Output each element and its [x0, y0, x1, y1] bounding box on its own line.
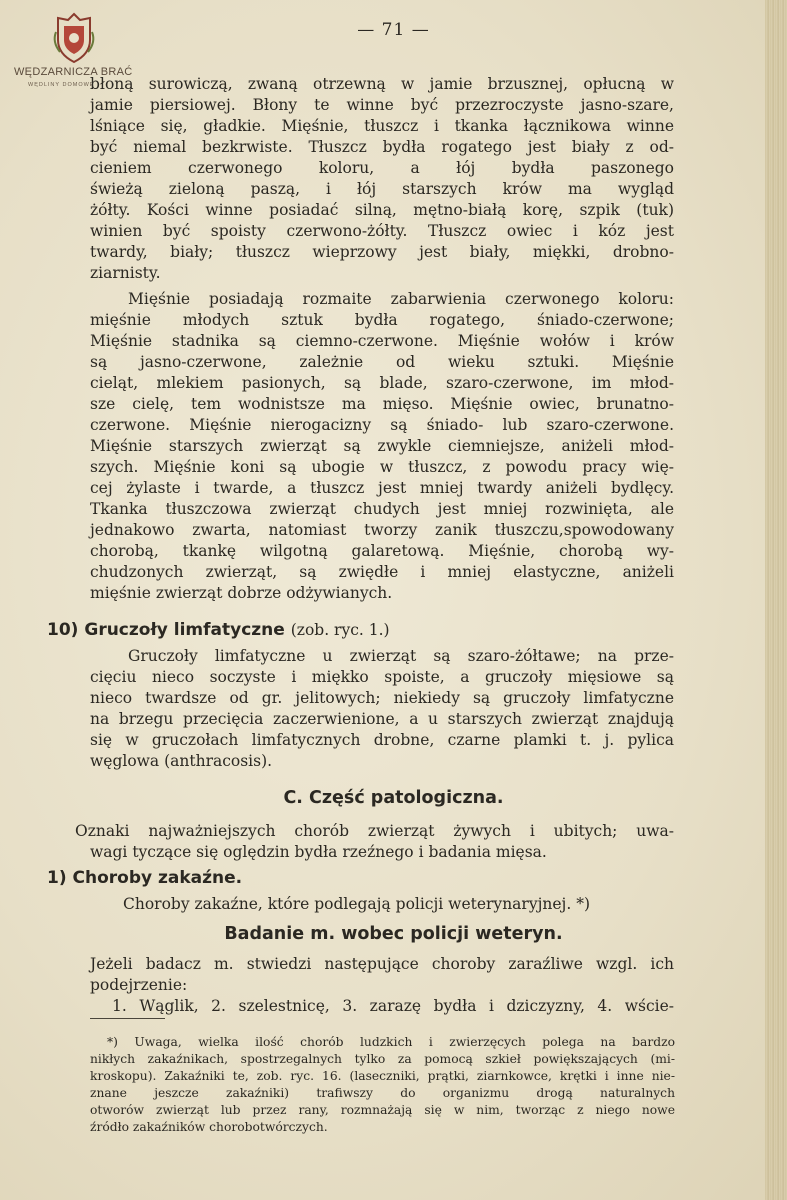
body-line: cej żylaste i twarde, a tłuszcz jest mniej twardy aniżeli bydlęcy.	[90, 479, 674, 497]
footnote-line: *) Uwaga, wielka ilość chorób ludzkich i zwierzęcych polega na bardzo	[107, 1035, 675, 1049]
body-line: Mięśnie starszych zwierząt są zwykle ciemniejsze, aniżeli młod-	[90, 437, 674, 455]
body-line: winien być spoisty czerwono-żółty. Tłuszcz owiec i kóz jest	[90, 222, 674, 240]
section-ref: (zob. ryc. 1.)	[290, 621, 390, 639]
body-line: na brzegu przecięcia zaczerwienione, a u starszych zwierząt znajdują	[90, 710, 674, 728]
body-line: Mięśnie stadnika są ciemno-czerwone. Mięśnie wołów i krów	[90, 332, 674, 350]
page-edge	[765, 0, 787, 1200]
body-line: chudzonych zwierząt, są zwiędłe i mniej elastyczne, aniżeli	[90, 563, 674, 581]
body-line: są jasno-czerwone, zależnie od wieku sztuki. Mięśnie	[90, 353, 674, 371]
body-line: świeżą zieloną paszą, i łój starszych krów ma wygląd	[90, 180, 674, 198]
body-line: cieniem czerwonego koloru, a łój bydła paszonego	[90, 159, 674, 177]
body-line: cieląt, mlekiem pasionych, są blade, szaro-czerwone, im młod-	[90, 374, 674, 392]
body-line: błoną surowiczą, zwaną otrzewną w jamie brzusznej, opłucną w	[90, 75, 674, 93]
body-line: szych. Mięśnie koni są ubogie w tłuszcz, z powodu pracy wię-	[90, 458, 674, 476]
body-line: Jeżeli badacz m. stwiedzi następujące choroby zaraźliwe wzgl. ich	[90, 955, 674, 973]
watermark-brand-sub: WĘDLINY DOMOWE	[28, 82, 95, 88]
body-line: 1. Wąglik, 2. szelestnicę, 3. zarazę bydła i dziczyzny, 4. wście-	[112, 997, 674, 1015]
body-line: ziarnisty.	[90, 264, 161, 282]
page-number: — 71 —	[357, 20, 430, 40]
section-c-heading: C. Część patologiczna.	[283, 788, 504, 808]
body-line: cięciu nieco soczyste i miękko spoiste, a gruczoły mięsiowe są	[90, 668, 674, 686]
body-line: twardy, biały; tłuszcz wieprzowy jest biały, miękki, drobno-	[90, 243, 674, 261]
footnote-line: znane jeszcze zakaźniki) trafiwszy do organizmu drogą naturalnych	[90, 1086, 675, 1100]
body-line: Choroby zakaźne, które podlegają policji weterynaryjnej. *)	[123, 895, 590, 913]
body-line: jednakowo zwarta, natomiast tworzy zanik tłuszczu,spowodowany	[90, 521, 674, 539]
section-heading	[47, 620, 390, 640]
body-line: żółty. Kości winne posiadać silną, mętno-białą korę, szpik (tuk)	[90, 201, 674, 219]
body-line: Gruczoły limfatyczne u zwierząt są szaro-żółtawe; na prze-	[128, 647, 674, 665]
body-line: być niemal bezkrwiste. Tłuszcz bydła rogatego jest biały z od-	[90, 138, 674, 156]
body-line: mięśnie młodych sztuk bydła rogatego, śniado-czerwone;	[90, 311, 674, 329]
body-line: Mięśnie posiadają rozmaite zabarwienia czerwonego koloru:	[128, 290, 674, 308]
body-line: Oznaki najważniejszych chorób zwierząt żywych i ubitych; uwa-	[75, 822, 674, 840]
body-line: nieco twardsze od gr. jelitowych; niekiedy są gruczoły limfatyczne	[90, 689, 674, 707]
body-line: się w gruczołach limfatycznych drobne, czarne plamki t. j. pylica	[90, 731, 674, 749]
badanie-subheading: Badanie m. wobec policji weteryn.	[224, 924, 563, 944]
body-line: mięśnie zwierząt dobrze odżywianych.	[90, 584, 393, 602]
body-line: czerwone. Mięśnie nierogacizny są śniado- lub szaro-czerwone.	[90, 416, 674, 434]
section-number: 10)	[47, 620, 79, 640]
body-line: chorobą, tkankę wilgotną galaretową. Mięśnie, chorobą wy-	[90, 542, 674, 560]
section-title: Gruczoły limfatyczne	[84, 620, 285, 640]
body-line: węglowa (anthracosis).	[90, 752, 273, 770]
footnote-line: nikłych zakaźnikach, spostrzegalnych tylko za pomocą szkieł powiększających (mi-	[90, 1052, 675, 1066]
body-line: podejrzenie:	[90, 976, 188, 994]
watermark-brand: WĘDZARNICZA BRAĆ	[14, 66, 133, 78]
body-line: Tkanka tłuszczowa zwierząt chudych jest mniej rozwinięta, ale	[90, 500, 674, 518]
body-line: sze cielę, tem wodnistsze ma mięso. Mięśnie owiec, brunatno-	[90, 395, 674, 413]
body-line: wagi tyczące się oględzin bydła rzeźnego i badania mięsa.	[90, 843, 547, 861]
footnote-line: kroskopu). Zakaźniki te, zob. ryc. 16. (laseczniki, prątki, ziarnkowce, krętki i inne nie-	[90, 1069, 675, 1083]
body-line: lśniące się, gładkie. Mięśnie, tłuszcz i tkanka łącznikowa winne	[90, 117, 674, 135]
section-1-heading: 1) Choroby zakaźne.	[47, 868, 243, 888]
footnote-rule	[90, 1018, 165, 1019]
footnote-line: źródło zakaźników chorobotwórczych.	[90, 1120, 328, 1134]
footnote-line: otworów zwierząt lub przez rany, rozmnażają się w nim, tworząc z niego nowe	[90, 1103, 675, 1117]
body-line: jamie piersiowej. Błony te winne być przezroczyste jasno-szare,	[90, 96, 674, 114]
